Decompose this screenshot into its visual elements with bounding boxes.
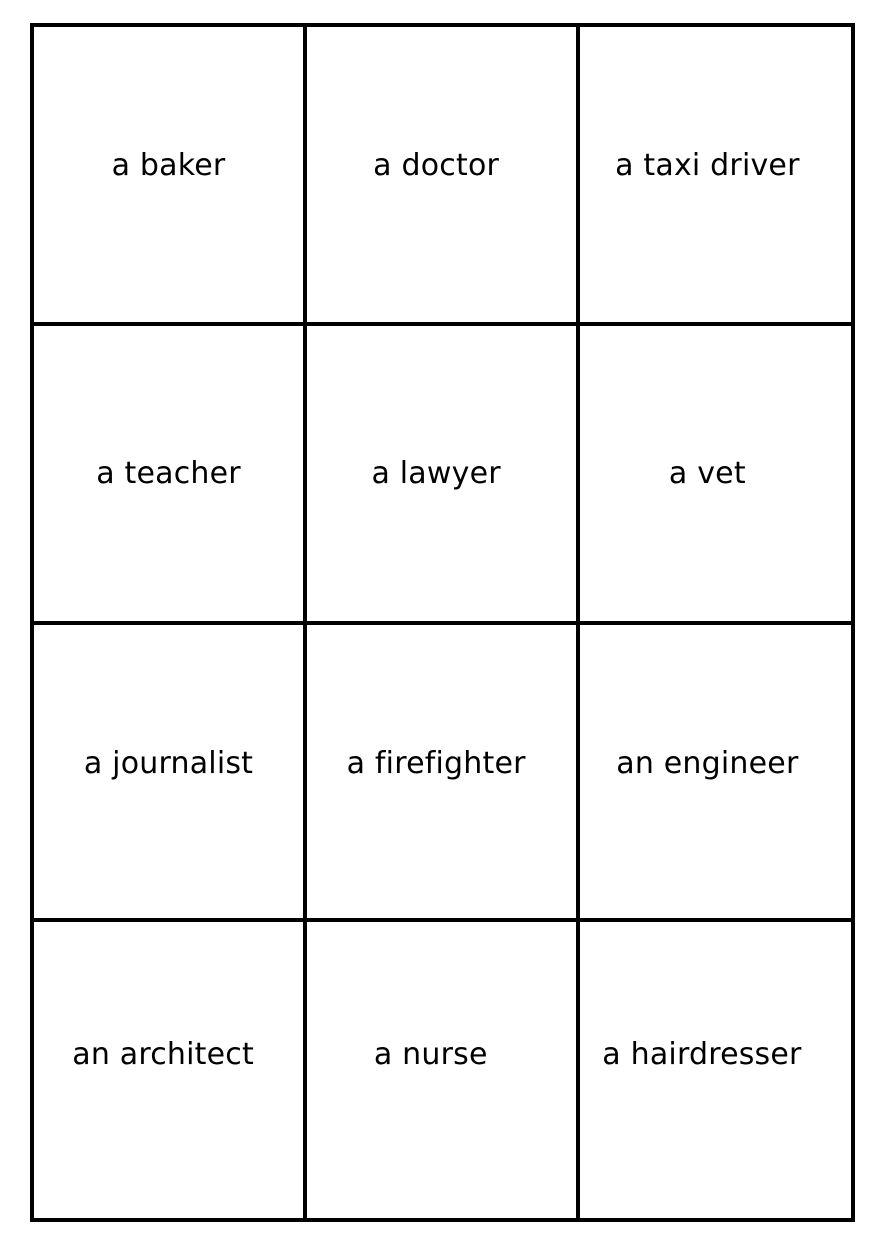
card-label: a vet — [668, 455, 746, 491]
card-vet — [580, 326, 851, 625]
card-label: a journalist — [83, 745, 254, 781]
card-lawyer — [307, 326, 580, 625]
card-journalist — [34, 625, 307, 922]
card-taxi-driver — [580, 27, 851, 326]
card-label: a teacher — [96, 455, 241, 491]
card-label: a hairdresser — [602, 1037, 802, 1072]
card-label: a taxi driver — [615, 147, 800, 183]
card-teacher — [34, 326, 307, 625]
card-label: a firefighter — [346, 745, 526, 781]
card-label: a lawyer — [371, 455, 501, 491]
card-nurse — [307, 922, 580, 1218]
card-hairdresser — [580, 922, 851, 1218]
card-label: a doctor — [373, 147, 500, 183]
card-label: a nurse — [373, 1037, 488, 1072]
card-label: a baker — [111, 147, 226, 183]
card-engineer — [580, 625, 851, 922]
card-label: an engineer — [616, 745, 799, 781]
occupation-card-grid — [30, 23, 855, 1222]
card-doctor — [307, 27, 580, 326]
card-label: an architect — [72, 1037, 254, 1072]
card-baker — [34, 27, 307, 326]
card-firefighter — [307, 625, 580, 922]
card-architect — [34, 922, 307, 1218]
